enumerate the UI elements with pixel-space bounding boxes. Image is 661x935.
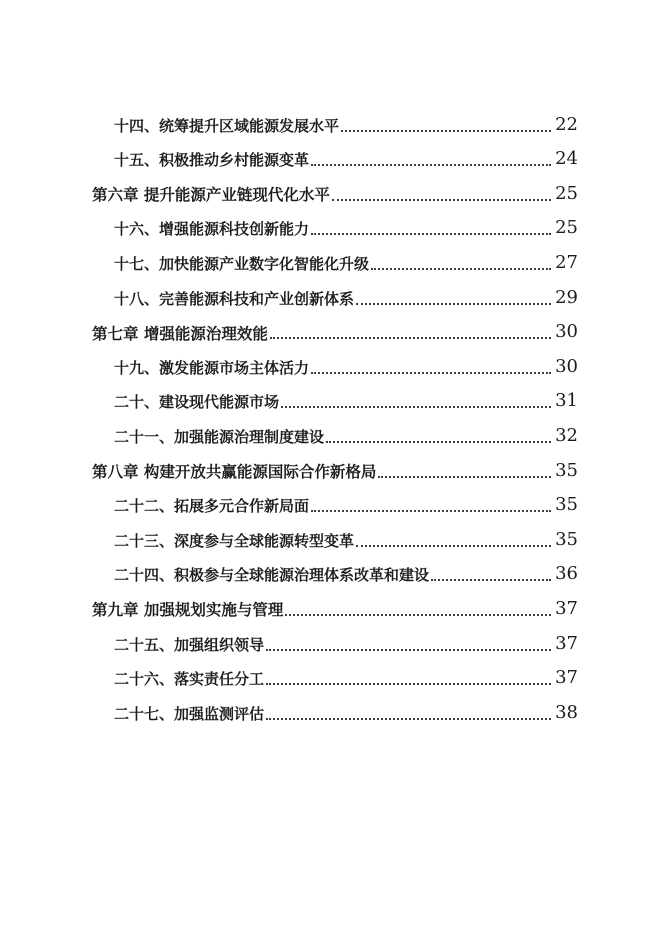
toc-entry-page-number: 35 — [555, 528, 578, 550]
dot-leader — [326, 441, 551, 443]
toc-entry-label: 十七、加快能源产业数字化智能化升级 — [114, 254, 370, 273]
toc-entry-sub — [92, 281, 578, 316]
toc-entry-label: 十八、完善能源科技和产业创新体系 — [114, 289, 355, 308]
toc-entry-page-number: 22 — [555, 113, 578, 135]
toc-entry-sub — [92, 558, 578, 593]
dot-leader — [371, 268, 551, 270]
toc-entry-page-number: 32 — [555, 424, 578, 446]
dot-leader — [356, 303, 551, 305]
toc-entry-sub — [92, 523, 578, 558]
toc-entry-label: 第八章 构建开放共赢能源国际合作新格局 — [92, 462, 377, 482]
toc-entry-page-number: 37 — [555, 667, 578, 689]
toc-entry-page-number: 25 — [555, 182, 578, 204]
toc-entry-sub — [92, 350, 578, 385]
dot-leader — [266, 649, 551, 651]
toc-entry-page-number: 38 — [555, 701, 578, 723]
toc-entry-sub — [92, 246, 578, 281]
toc-entry-page-number: 35 — [555, 494, 578, 516]
dot-leader — [332, 199, 551, 201]
toc-entry-label: 第七章 增强能源治理效能 — [92, 323, 268, 343]
toc-entry-label: 二十一、加强能源治理制度建设 — [114, 427, 325, 446]
toc-entry-page-number: 37 — [555, 632, 578, 654]
toc-entry-page-number: 36 — [555, 563, 578, 585]
dot-leader — [311, 164, 551, 166]
toc-entry-sub — [92, 419, 578, 454]
toc-entry-page-number: 27 — [555, 251, 578, 273]
toc-entry-page-number: 30 — [555, 321, 578, 343]
toc-entry-label: 十九、激发能源市场主体活力 — [114, 358, 310, 377]
toc-entry-chapter — [92, 454, 578, 489]
toc-entry-sub — [92, 696, 578, 731]
toc-entry-label: 二十二、拓展多元合作新局面 — [114, 497, 310, 516]
toc-entry-page-number: 35 — [555, 459, 578, 481]
toc-entry-sub — [92, 212, 578, 247]
dot-leader — [311, 372, 551, 374]
dot-leader — [431, 579, 551, 581]
toc-entry-page-number: 30 — [555, 355, 578, 377]
toc-entry-label: 二十四、积极参与全球能源治理体系改革和建设 — [114, 566, 430, 585]
toc-entry-page-number: 29 — [555, 286, 578, 308]
toc-entry-page-number: 24 — [555, 148, 578, 170]
toc-entry-sub — [92, 143, 578, 178]
dot-leader — [311, 233, 551, 235]
toc-entry-page-number: 31 — [555, 390, 578, 412]
toc-entry-label: 二十六、落实责任分工 — [114, 670, 265, 689]
toc-entry-sub — [92, 108, 578, 143]
toc-entry-chapter — [92, 592, 578, 627]
dot-leader — [356, 545, 551, 547]
toc-entry-label: 十五、积极推动乡村能源变革 — [114, 151, 310, 170]
dot-leader — [378, 476, 551, 478]
toc-entry-label: 第六章 提升能源产业链现代化水平 — [92, 185, 330, 205]
toc-entry-label: 二十五、加强组织领导 — [114, 635, 265, 654]
dot-leader — [285, 614, 551, 616]
toc-entry-label: 十四、统筹提升区域能源发展水平 — [114, 116, 340, 135]
dot-leader — [266, 718, 551, 720]
toc-entry-label: 二十七、加强监测评估 — [114, 704, 265, 723]
toc-entry-label: 第九章 加强规划实施与管理 — [92, 600, 284, 620]
toc-entry-sub — [92, 489, 578, 524]
toc-entry-sub — [92, 662, 578, 697]
toc-entry-chapter — [92, 177, 578, 212]
toc-entry-sub — [92, 385, 578, 420]
toc-entry-label: 二十三、深度参与全球能源转型变革 — [114, 531, 355, 550]
dot-leader — [341, 130, 551, 132]
toc-entry-page-number: 25 — [555, 217, 578, 239]
dot-leader — [281, 406, 551, 408]
dot-leader — [270, 337, 551, 339]
toc-entry-chapter — [92, 316, 578, 351]
toc-entry-page-number: 37 — [555, 597, 578, 619]
toc-entry-label: 十六、增强能源科技创新能力 — [114, 220, 310, 239]
dot-leader — [311, 510, 551, 512]
toc-entry-sub — [92, 627, 578, 662]
toc-entry-label: 二十、建设现代能源市场 — [114, 393, 280, 412]
dot-leader — [266, 683, 551, 685]
